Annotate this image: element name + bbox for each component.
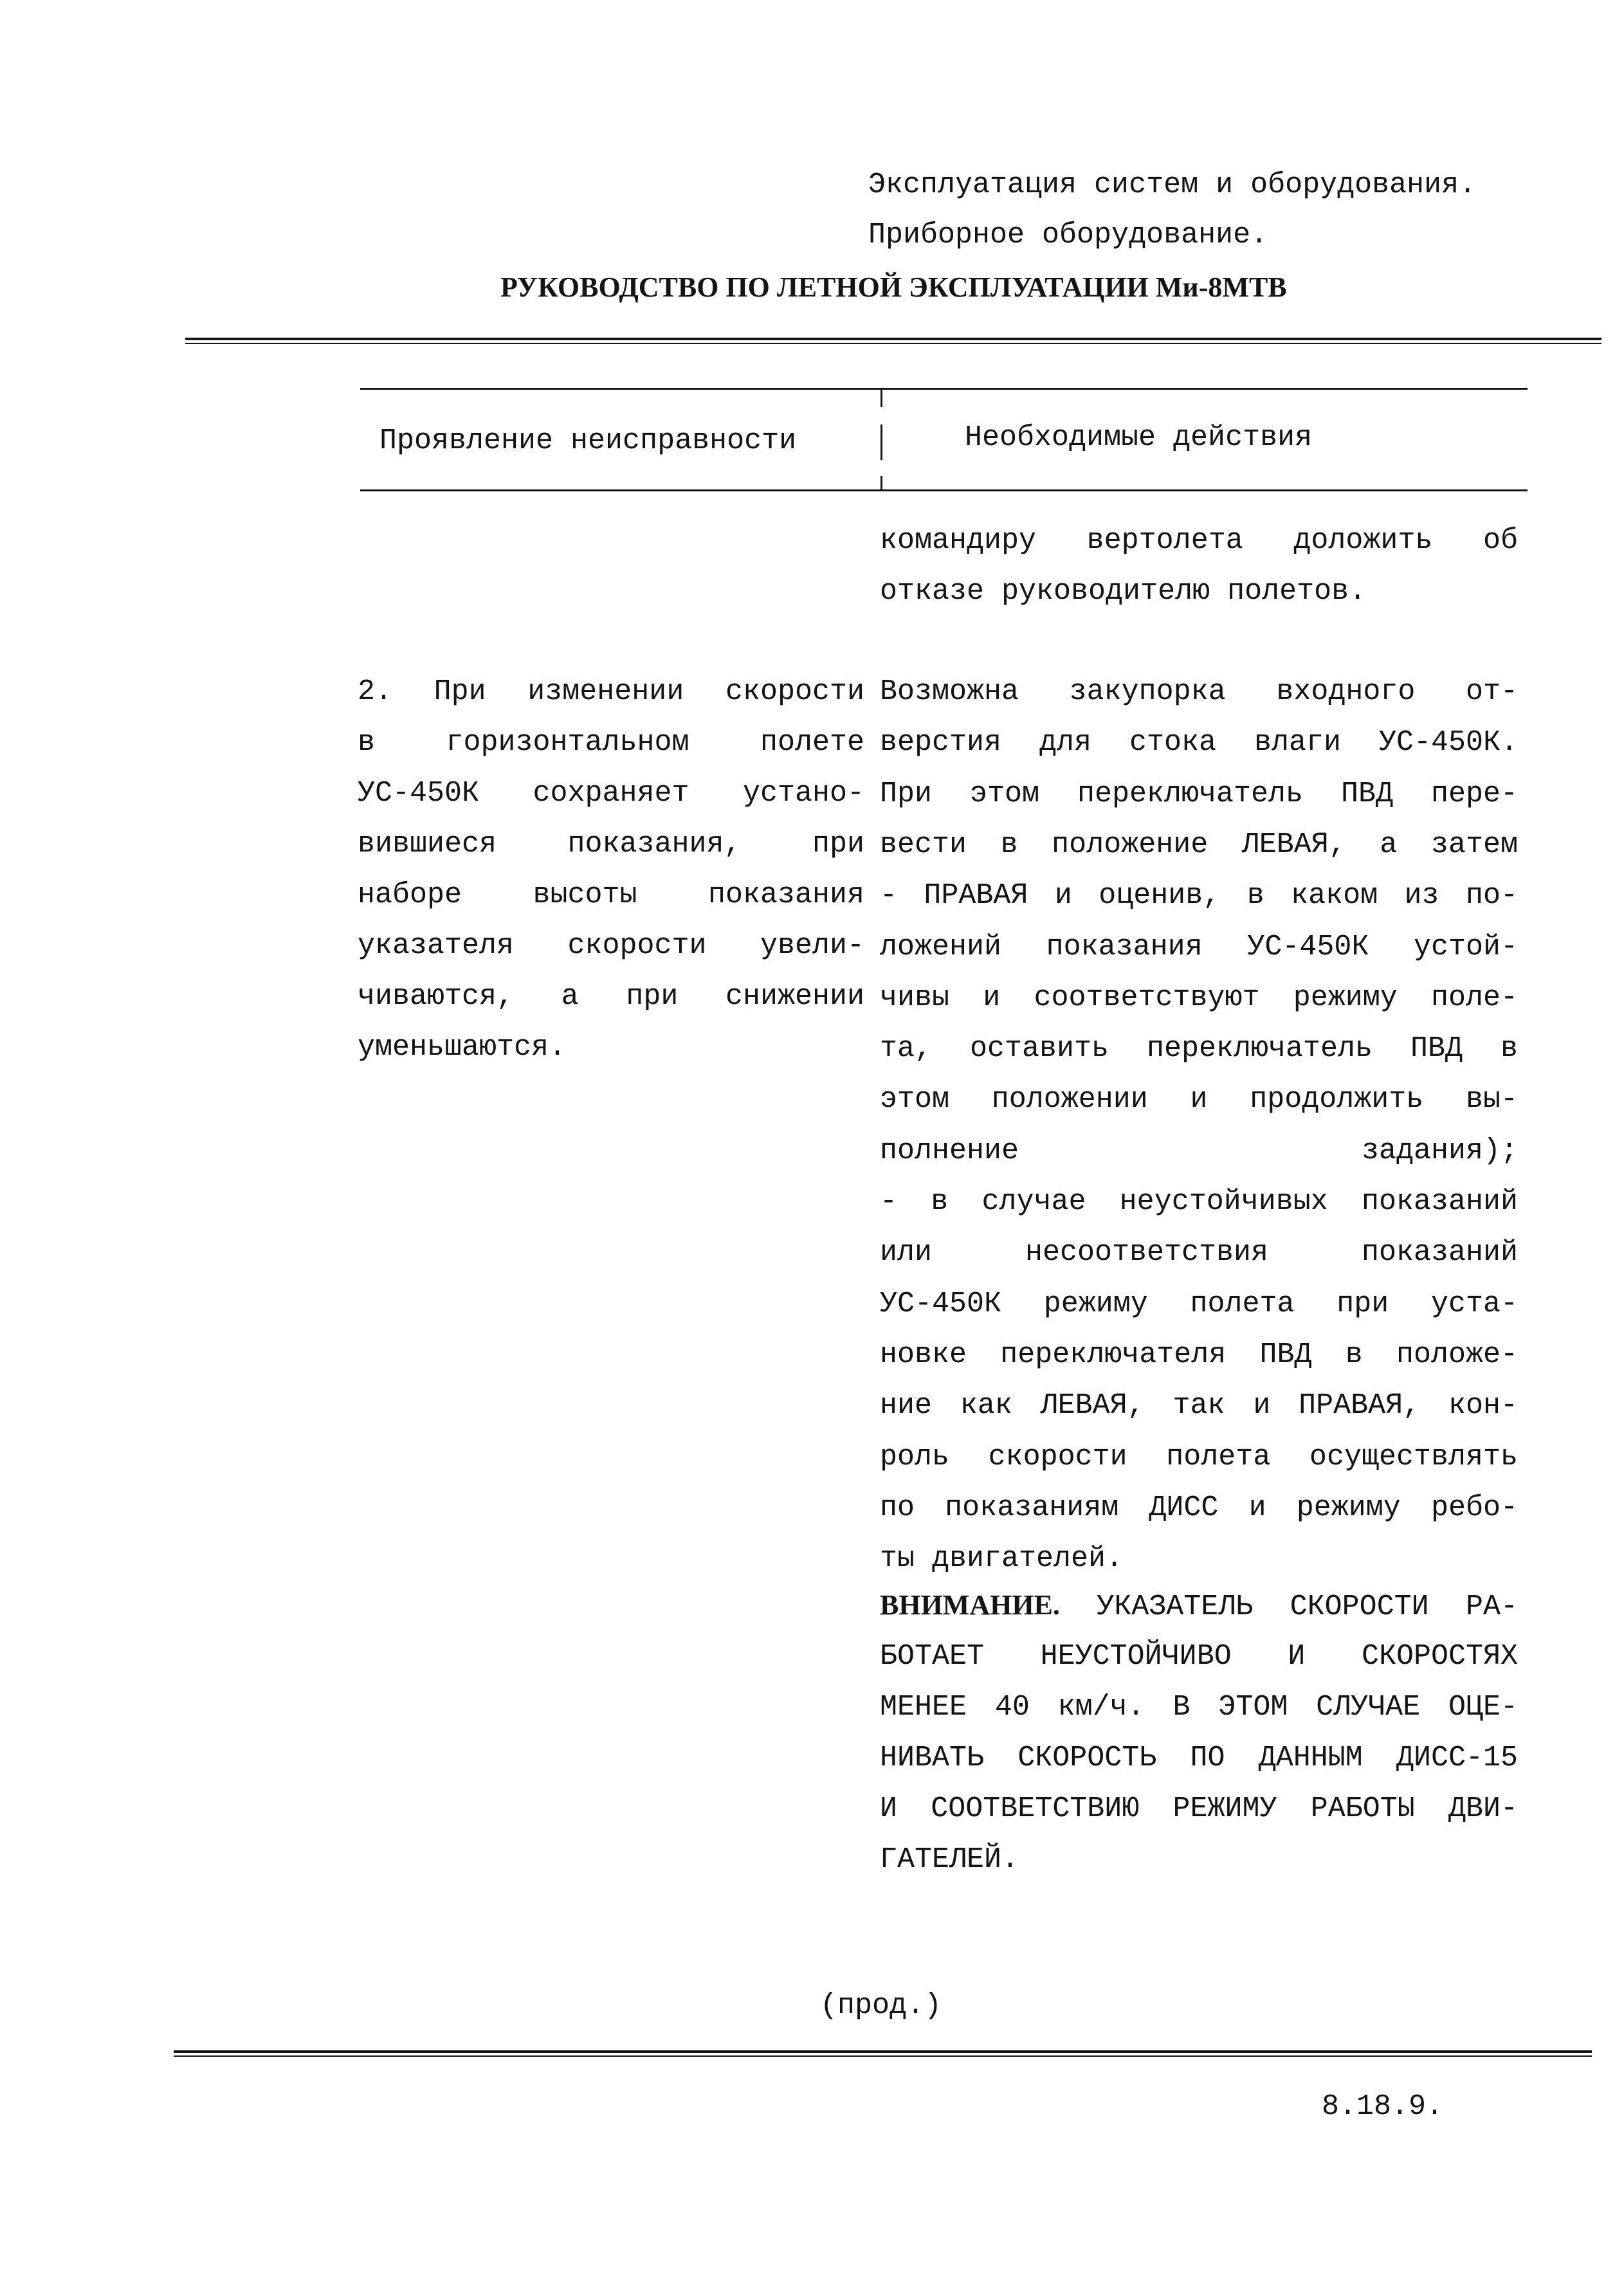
- warning-line: И СООТВЕТСТВИЮ РЕЖИМУ РАБОТЫ ДВИ-: [880, 1792, 1518, 1825]
- fault-line: УС-450К сохраняет устано-: [358, 777, 864, 810]
- action-line: верстия для стока влаги УС-450К.: [880, 726, 1518, 760]
- footer-rule-bottom: [174, 2055, 1592, 2057]
- continued-marker: (прод.): [820, 1989, 942, 2022]
- warning-first-text: УКАЗАТЕЛЬ СКОРОСТИ РА-: [1097, 1590, 1518, 1623]
- action-line: или несоответствия показаний: [880, 1236, 1518, 1270]
- column-header-fault: Проявление неисправности: [379, 424, 797, 457]
- warning-line: НИВАТЬ СКОРОСТЬ ПО ДАННЫМ ДИСС-15: [880, 1742, 1518, 1774]
- action-line: по показаниям ДИСС и режиму ребо-: [880, 1491, 1518, 1524]
- warning-line: БОТАЕТ НЕУСТОЙЧИВО И СКОРОСТЯХ: [880, 1640, 1518, 1673]
- warning-line: МЕНЕЕ 40 км/ч. В ЭТОМ СЛУЧАЕ ОЦЕ-: [880, 1691, 1518, 1724]
- section-title-line-1: Эксплуатация систем и оборудования.: [868, 169, 1477, 201]
- action-line: - ПРАВАЯ и оценив, в каком из по-: [880, 879, 1518, 913]
- fault-line: уменьшаются.: [358, 1031, 567, 1064]
- action-line: ние как ЛЕВАЯ, так и ПРАВАЯ, кон-: [880, 1389, 1518, 1423]
- action-line: чивы и соответствуют режиму поле-: [880, 981, 1518, 1014]
- table-header-top-rule: [360, 388, 1528, 390]
- fault-line: вившиеся показания, при: [358, 828, 864, 861]
- header-rule-top: [185, 338, 1601, 340]
- cont-line: командиру вертолета доложить об: [880, 524, 1518, 557]
- action-line: роль скорости полета осуществлять: [880, 1440, 1518, 1473]
- header-rule-bottom: [185, 343, 1601, 344]
- action-line: ложений показания УС-450К устой-: [880, 930, 1518, 963]
- action-line: этом положении и продолжить вы-: [880, 1083, 1518, 1116]
- section-title-line-2: Приборное оборудование.: [868, 219, 1268, 251]
- column-header-actions: Необходимые действия: [965, 421, 1313, 454]
- action-line: новке переключателя ПВД в положе-: [880, 1338, 1518, 1371]
- fault-line: в горизонтальном полете: [358, 726, 864, 759]
- page-number: 8.18.9.: [1322, 2090, 1444, 2123]
- action-line: При этом переключатель ПВД пере-: [880, 777, 1518, 810]
- manual-title: РУКОВОДСТВО ПО ЛЕТНОЙ ЭКСПЛУАТАЦИИ Ми-8МТВ: [500, 271, 1287, 303]
- action-line: УС-450К режиму полета при уста-: [880, 1287, 1518, 1320]
- action-line: та, оставить переключатель ПВД в: [880, 1032, 1518, 1066]
- warning-line: ГАТЕЛЕЙ.: [880, 1843, 1019, 1876]
- fault-line: наборе высоты показания: [358, 879, 864, 911]
- footer-rule-top: [174, 2050, 1592, 2053]
- action-line: - в случае неустойчивых показаний: [880, 1185, 1518, 1218]
- fault-line: указателя скорости увели-: [358, 929, 864, 962]
- action-line: вести в положение ЛЕВАЯ, а затем: [880, 828, 1518, 861]
- warning-label: ВНИМАНИЕ.: [880, 1589, 1060, 1621]
- warning-line-first: [880, 1589, 1518, 1623]
- cont-line: отказе руководителю полетов.: [880, 575, 1367, 608]
- fault-line: чиваются, а при снижении: [358, 980, 864, 1013]
- table-header-divider-upper: [880, 388, 882, 407]
- table-header-divider-mid: [880, 424, 882, 460]
- table-header-bottom-rule: [360, 489, 1528, 491]
- fault-line: 2. При изменении скорости: [358, 675, 864, 708]
- action-line: полнение задания);: [880, 1134, 1518, 1167]
- action-line: Возможна закупорка входного от-: [880, 675, 1518, 708]
- action-line: ты двигателей.: [880, 1542, 1124, 1576]
